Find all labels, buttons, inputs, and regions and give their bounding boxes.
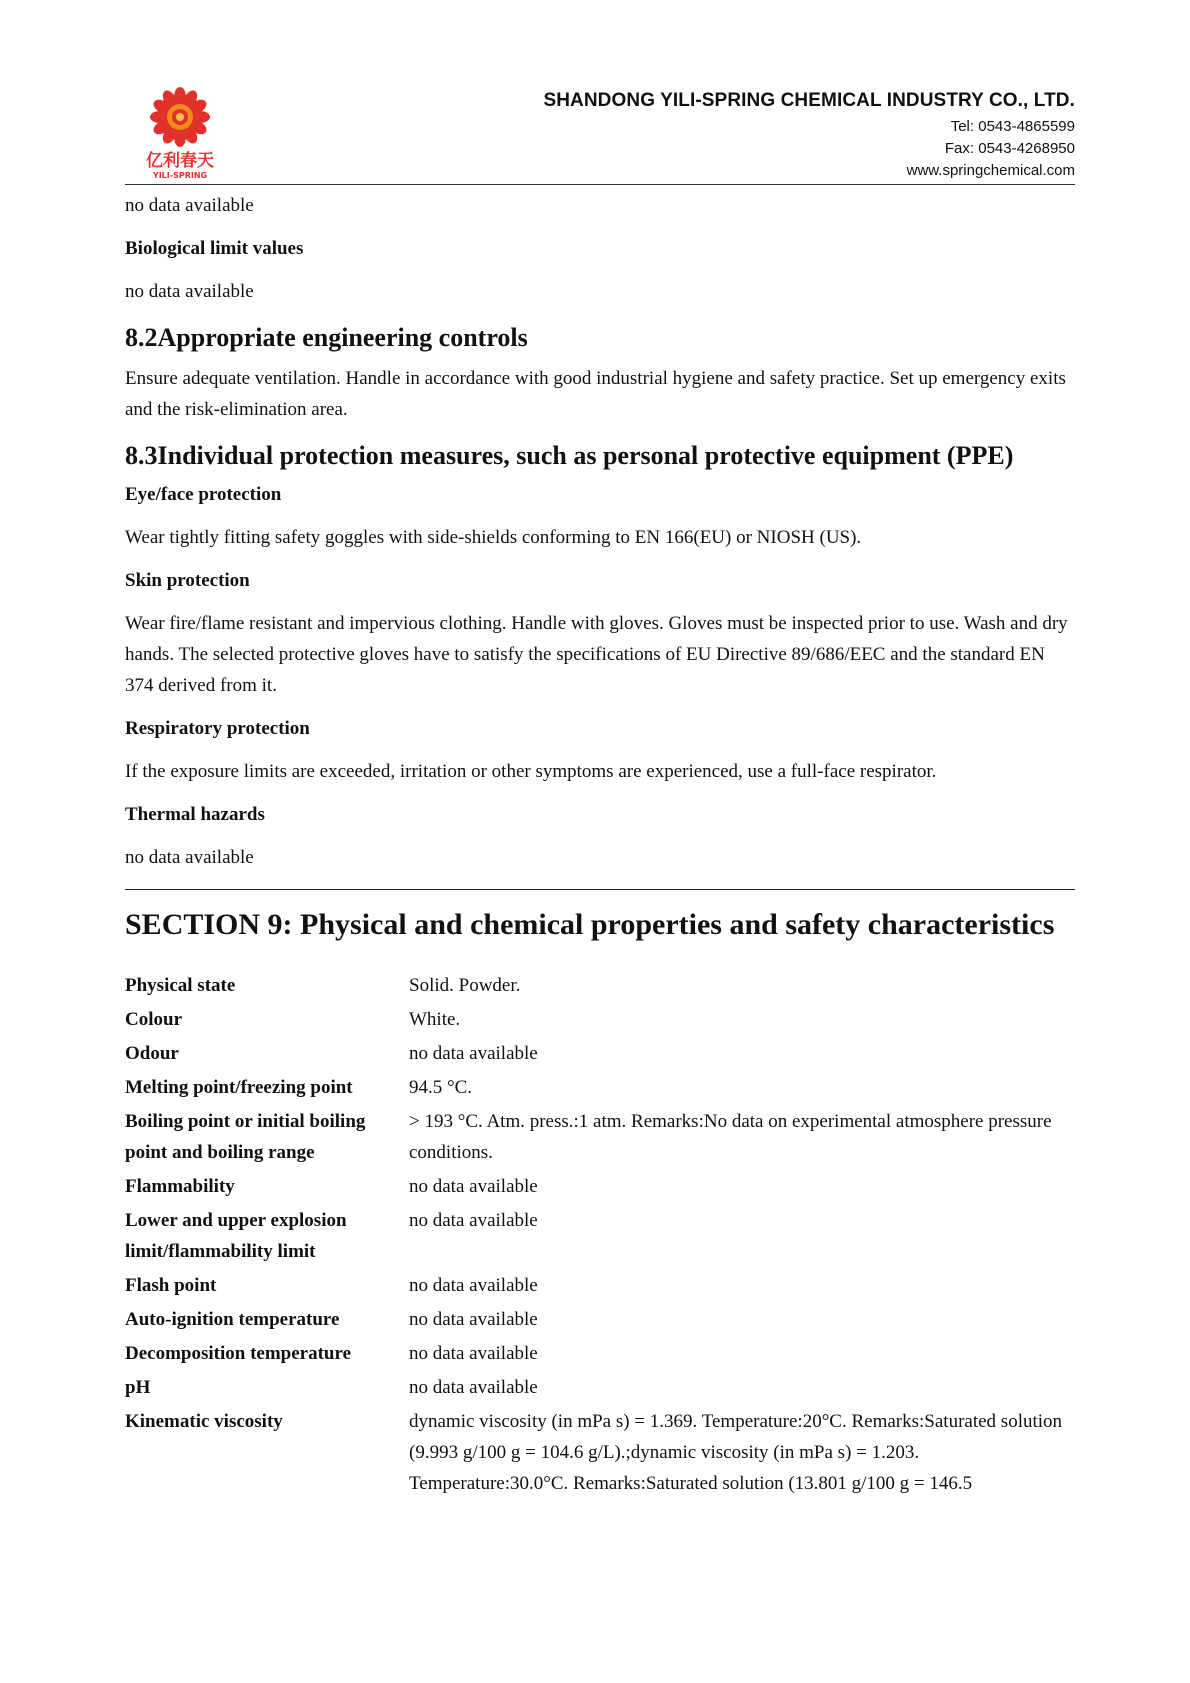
property-name: Kinematic viscosity	[125, 1411, 283, 1432]
logo-chinese-text: 亿利春天	[146, 151, 214, 171]
property-name: Colour	[125, 1009, 182, 1030]
property-value: > 193 °C. Atm. press.:1 atm. Remarks:No data on experimental atmosphere pressure conditions.	[409, 1111, 1052, 1163]
property-value: no data available	[409, 1176, 538, 1197]
eye-protection-heading: Eye/face protection	[125, 484, 282, 505]
property-name: Lower and upper explosion limit/flammability limit	[125, 1210, 347, 1262]
thermal-hazards-text: no data available	[125, 847, 254, 868]
company-tel: Tel: 0543-4865599	[950, 118, 1075, 135]
property-name: Decomposition temperature	[125, 1343, 352, 1364]
table-row	[125, 1205, 1075, 1270]
skin-protection-text: Wear fire/flame resistant and impervious clothing. Handle with gloves. Gloves must be inspected prior to use. Wash and dry hands. The selected protective gloves have to satisfy the specifications of EU Directive 89/686/EEC and the standard EN 374 derived from it.	[125, 613, 1068, 696]
property-name: Physical state	[125, 975, 236, 996]
skin-protection-heading: Skin protection	[125, 570, 250, 591]
property-value: 94.5 °C.	[409, 1077, 473, 1098]
property-name: pH	[125, 1377, 151, 1398]
table-row	[125, 1304, 1075, 1338]
property-name: Flammability	[125, 1176, 235, 1197]
property-value: dynamic viscosity (in mPa s) = 1.369. Temperature:20°C. Remarks:Saturated solution (9.993 g/100 g = 104.6 g/L).;dynamic viscosity (in mPa s) = 1.203. Temperature:30.0°C. Remarks:Saturated solution (13.801 g/100 g = 146.5	[409, 1411, 1063, 1494]
property-name: Odour	[125, 1043, 179, 1064]
property-name: Auto-ignition temperature	[125, 1309, 340, 1330]
property-value: White.	[409, 1009, 461, 1030]
table-row	[125, 1004, 1075, 1038]
section-8-3-title: 8.3Individual protection measures, such as personal protective equipment (PPE)	[125, 441, 1014, 470]
paragraph: no data available	[125, 195, 254, 216]
property-value: no data available	[409, 1309, 538, 1330]
table-row	[125, 1072, 1075, 1106]
logo-english-text: YILI-SPRING	[152, 171, 208, 180]
section-8-2-text: Ensure adequate ventilation. Handle in accordance with good industrial hygiene and safety practice. Set up emergency exits and the risk-elimination area.	[125, 368, 1066, 420]
property-value: no data available	[409, 1343, 538, 1364]
property-value: Solid. Powder.	[409, 975, 521, 996]
table-row	[125, 1106, 1075, 1171]
table-row	[125, 1171, 1075, 1205]
property-name: Boiling point or initial boiling point and boiling range	[125, 1111, 366, 1163]
eye-protection-text: Wear tightly fitting safety goggles with side-shields conforming to EN 166(EU) or NIOSH (US).	[125, 527, 862, 548]
thermal-hazards-heading: Thermal hazards	[125, 804, 265, 825]
page-header	[125, 78, 1075, 185]
company-logo	[140, 82, 220, 182]
table-row	[125, 1038, 1075, 1072]
property-name: Melting point/freezing point	[125, 1077, 353, 1098]
property-value: no data available	[409, 1275, 538, 1296]
property-value: no data available	[409, 1210, 538, 1231]
table-row	[125, 970, 1075, 1004]
company-info	[543, 90, 1075, 179]
properties-table	[125, 970, 1075, 1502]
table-row	[125, 1338, 1075, 1372]
company-name: SHANDONG YILI-SPRING CHEMICAL INDUSTRY CO., LTD.	[543, 90, 1075, 111]
company-website: www.springchemical.com	[906, 162, 1075, 179]
paragraph: no data available	[125, 281, 254, 302]
document-body	[125, 190, 1075, 1502]
respiratory-protection-heading: Respiratory protection	[125, 718, 310, 739]
respiratory-protection-text: If the exposure limits are exceeded, irritation or other symptoms are experienced, use a full-face respirator.	[125, 761, 937, 782]
biological-limit-heading: Biological limit values	[125, 238, 304, 259]
sunflower-logo-icon	[140, 82, 220, 182]
section-9-title: SECTION 9: Physical and chemical properties and safety characteristics	[125, 908, 1055, 941]
table-row	[125, 1406, 1075, 1502]
table-row	[125, 1270, 1075, 1304]
property-value: no data available	[409, 1377, 538, 1398]
section-8-2-title: 8.2Appropriate engineering controls	[125, 323, 528, 352]
table-row	[125, 1372, 1075, 1406]
company-fax: Fax: 0543-4268950	[944, 140, 1075, 157]
property-name: Flash point	[125, 1275, 217, 1296]
property-value: no data available	[409, 1043, 538, 1064]
section-divider	[125, 889, 1075, 890]
